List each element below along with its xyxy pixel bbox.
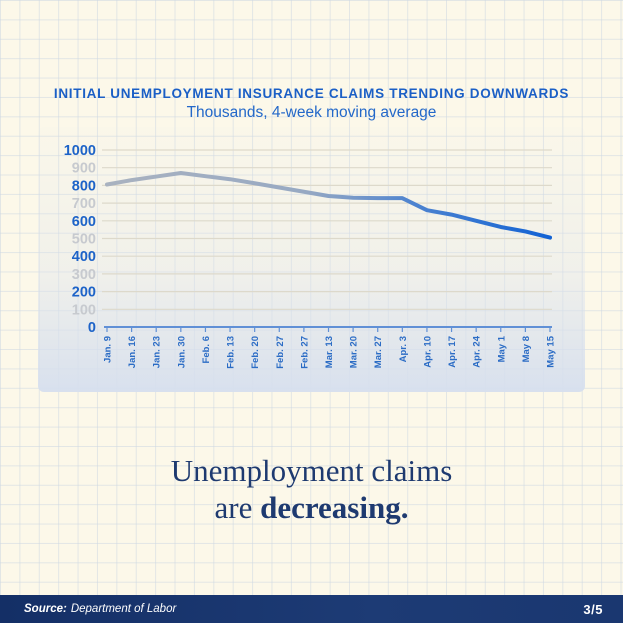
svg-text:Mar. 13: Mar. 13: [324, 336, 335, 369]
svg-text:Mar. 20: Mar. 20: [348, 336, 360, 369]
headline-line1: Unemployment claims: [170, 453, 453, 488]
svg-text:Jan. 16: Jan. 16: [127, 336, 139, 369]
svg-text:100: 100: [71, 302, 96, 319]
svg-text:May 15: May 15: [545, 336, 557, 368]
footer-bar: [0, 595, 623, 623]
svg-text:Feb. 13: Feb. 13: [225, 336, 237, 369]
svg-text:200: 200: [71, 284, 96, 301]
svg-text:0: 0: [87, 320, 96, 336]
svg-text:600: 600: [71, 213, 96, 230]
svg-text:Jan. 30: Jan. 30: [176, 336, 188, 369]
chart-title: INITIAL UNEMPLOYMENT INSURANCE CLAIMS TRENDING DOWNWARDS: [53, 86, 570, 101]
svg-text:Apr. 3: Apr. 3: [397, 336, 409, 363]
svg-text:800: 800: [71, 178, 96, 195]
svg-text:Feb. 27: Feb. 27: [274, 336, 286, 369]
source-attribution: [24, 603, 176, 615]
svg-text:Apr. 24: Apr. 24: [471, 336, 483, 368]
svg-text:Feb. 6: Feb. 6: [200, 336, 212, 364]
source-label: Source:: [24, 603, 67, 615]
page-indicator: 3/5: [583, 601, 603, 617]
svg-text:Feb. 20: Feb. 20: [250, 336, 262, 369]
svg-text:Apr. 17: Apr. 17: [447, 336, 459, 368]
svg-text:Mar. 27: Mar. 27: [373, 336, 385, 369]
svg-text:May 1: May 1: [496, 336, 508, 363]
headline-line2-bold: decreasing.: [260, 490, 409, 525]
svg-text:300: 300: [71, 266, 96, 283]
headline-line2-regular: are: [214, 490, 261, 525]
svg-text:Jan. 23: Jan. 23: [151, 336, 163, 369]
line-chart: [38, 127, 585, 392]
svg-text:Apr. 10: Apr. 10: [422, 336, 434, 368]
chart-panel: [38, 127, 585, 392]
chart-subtitle: Thousands, 4-week moving average: [186, 104, 437, 121]
svg-text:500: 500: [71, 231, 96, 248]
svg-text:700: 700: [71, 196, 96, 213]
svg-text:400: 400: [71, 249, 96, 266]
svg-text:Jan. 9: Jan. 9: [102, 336, 114, 363]
source-text: Department of Labor: [70, 603, 177, 615]
svg-text:May 8: May 8: [520, 336, 532, 363]
svg-text:Feb. 27: Feb. 27: [299, 336, 311, 369]
svg-text:1000: 1000: [63, 143, 96, 159]
svg-text:900: 900: [71, 160, 96, 177]
headline: [0, 452, 623, 526]
